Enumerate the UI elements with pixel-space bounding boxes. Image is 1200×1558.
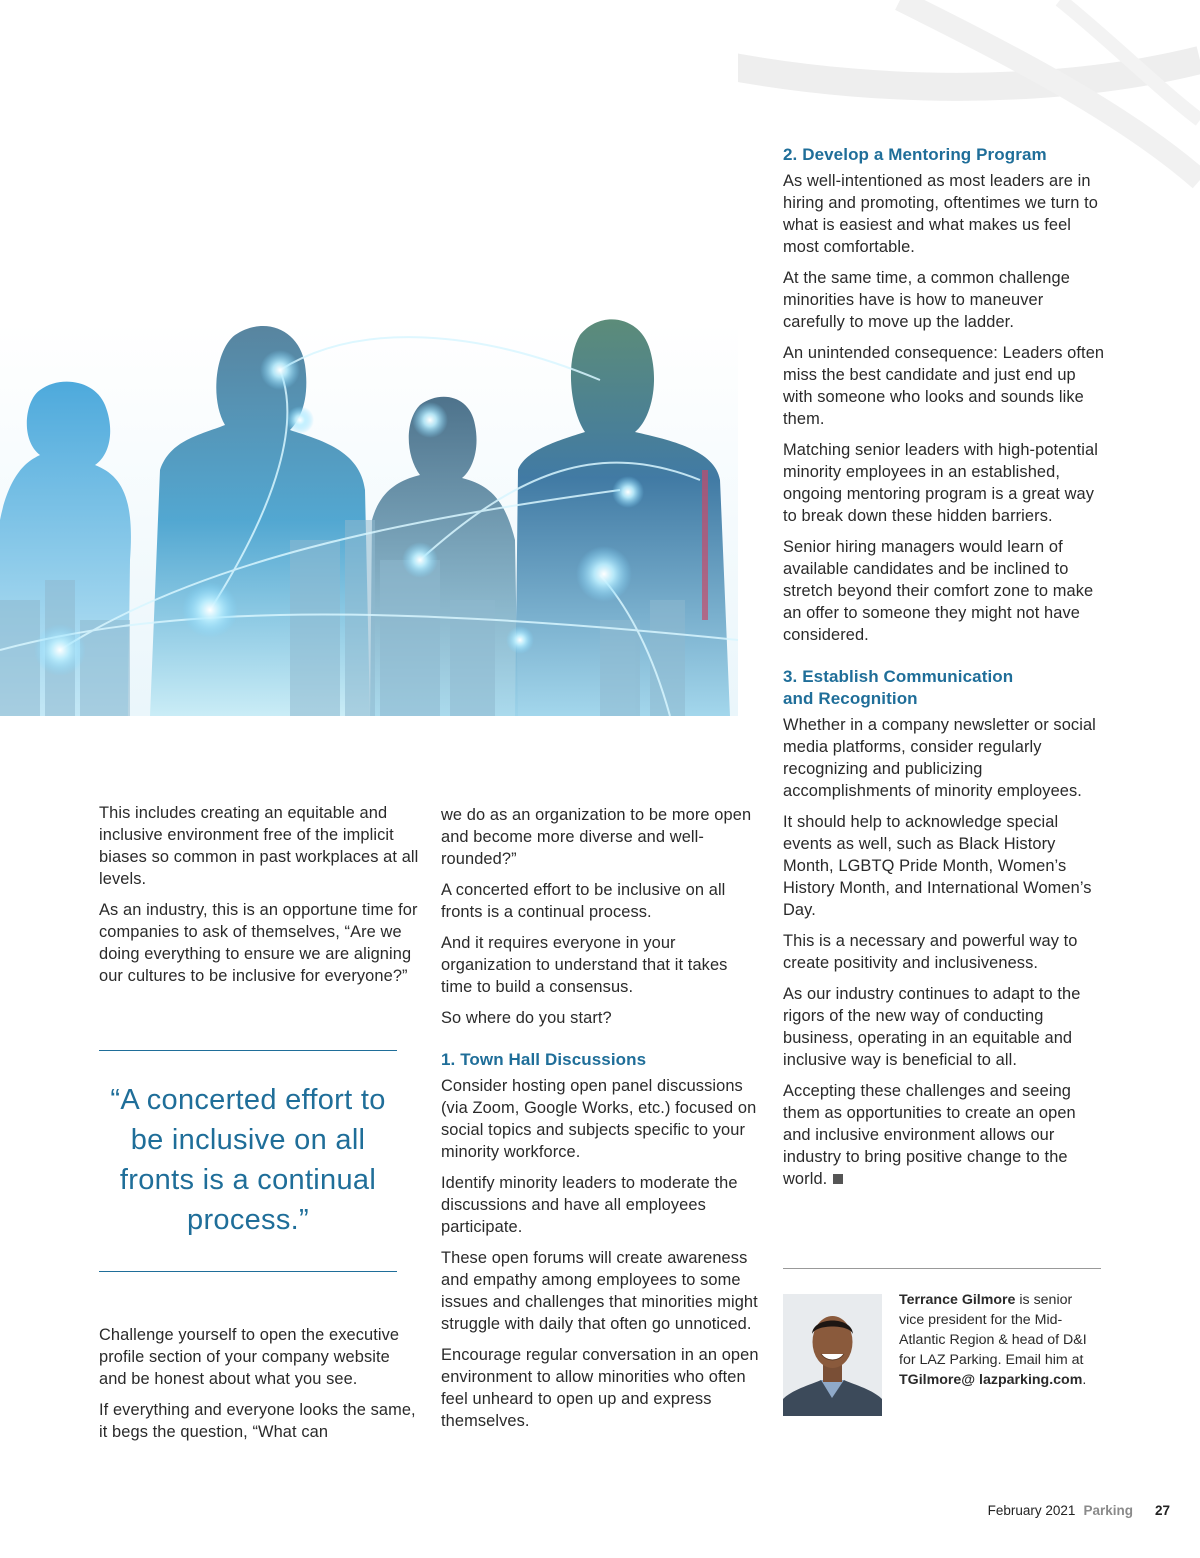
paragraph: If everything and everyone looks the same, it begs the question, “What can [99,1401,416,1441]
paragraph: Encourage regular conversation in an open environment to allow minorities who often feel unheard to open up and express themselves. [441,1346,759,1430]
bio-divider [783,1268,1101,1269]
pullquote-rule-top [99,1050,397,1051]
paragraph: Identify minority leaders to moderate the discussions and have all employees participate. [441,1174,738,1236]
magazine-name: Parking [1083,1503,1133,1518]
paragraph: Whether in a company newsletter or social media platforms, consider regularly recognizing and publicizing accomplishments of minority employees. [783,716,1096,800]
paragraph: As an industry, this is an opportune time for companies to ask of themselves, “Are we doing everything to ensure we are aligning our cultures to be inclusive for everyone?” [99,901,418,985]
paragraph: A concerted effort to be inclusive on all fronts is a continual process. [441,881,726,921]
author-email-link[interactable]: TGilmore@ lazparking.com [899,1372,1083,1388]
pullquote-rule-bottom [99,1271,397,1272]
author-bio [899,1290,1099,1390]
paragraph: Senior hiring managers would learn of available candidates and be inclined to stretch beyond their comfort zone to make an offer to someone they might not have considered. [783,538,1094,644]
paragraph: Consider hosting open panel discussions (via Zoom, Google Works, etc.) focused on social topics and subjects specific to your minority workforce. [441,1077,757,1161]
paragraph: At the same time, a common challenge minorities have is how to maneuver carefully to move up the ladder. [783,269,1070,331]
paragraph: This is a necessary and powerful way to create positivity and inclusiveness. [783,932,1078,972]
paragraph: These open forums will create awareness and empathy among employees to some issues and challenges that minorities might struggle with daily that often go unnoticed. [441,1249,758,1333]
column-1-bottom [99,1324,421,1452]
author-headshot [783,1294,882,1416]
hero-image [0,0,738,716]
paragraph: Challenge yourself to open the executive profile section of your company website and be honest about what you see. [99,1326,400,1388]
paragraph: It should help to acknowledge special events as well, such as Black History Month, LGBTQ Pride Month, Women’s History Month, and International Women’s Day. [783,813,1092,919]
author-bio-text: is senior vice president for the Mid-Atlantic Region & head of D&I for LAZ Parking. Email him at [899,1292,1087,1368]
column-1-top [99,802,421,996]
paragraph: This includes creating an equitable and inclusive environment free of the implicit biases so common in past workplaces at all levels. [99,804,419,888]
column-3 [783,144,1105,1199]
column-2 [441,804,761,1441]
closing-paragraph-text: Accepting these challenges and seeing them as opportunities to create an open and inclusive environment allows our industry to bring positive change to the world. [783,1082,1076,1188]
paragraph [783,1080,1105,1190]
issue-date: February 2021 [987,1503,1076,1518]
page-number: 27 [1154,1503,1170,1518]
paragraph: Matching senior leaders with high-potential minority employees in an established, ongoing mentoring program is a great way to break down these hidden barriers. [783,441,1098,525]
section-heading-town-hall: 1. Town Hall Discussions [441,1050,647,1069]
end-mark-icon [833,1174,843,1184]
paragraph: So where do you start? [441,1009,612,1027]
author-name: Terrance Gilmore [899,1292,1016,1308]
section-heading-mentoring: 2. Develop a Mentoring Program [783,145,1047,164]
paragraph: And it requires everyone in your organization to understand that it takes time to build a consensus. [441,934,728,996]
page-footer [900,1503,1170,1518]
paragraph: we do as an organization to be more open and become more diverse and well-rounded?” [441,806,752,868]
paragraph: As well-intentioned as most leaders are in hiring and promoting, oftentimes we turn to what is easiest and what makes us feel most comfortable. [783,172,1098,256]
pullquote: “A concerted effort to be inclusive on all fronts is a continual process.” [110,1084,386,1236]
author-bio-end: . [1082,1372,1087,1388]
paragraph: As our industry continues to adapt to the rigors of the new way of conducting business, operating in an equitable and inclusive way is beneficial to all. [783,985,1081,1069]
section-heading-communication: 3. Establish Communication and Recognition [783,667,1014,708]
paragraph: An unintended consequence: Leaders often miss the best candidate and just end up with someone who looks and sounds like them. [783,344,1105,428]
